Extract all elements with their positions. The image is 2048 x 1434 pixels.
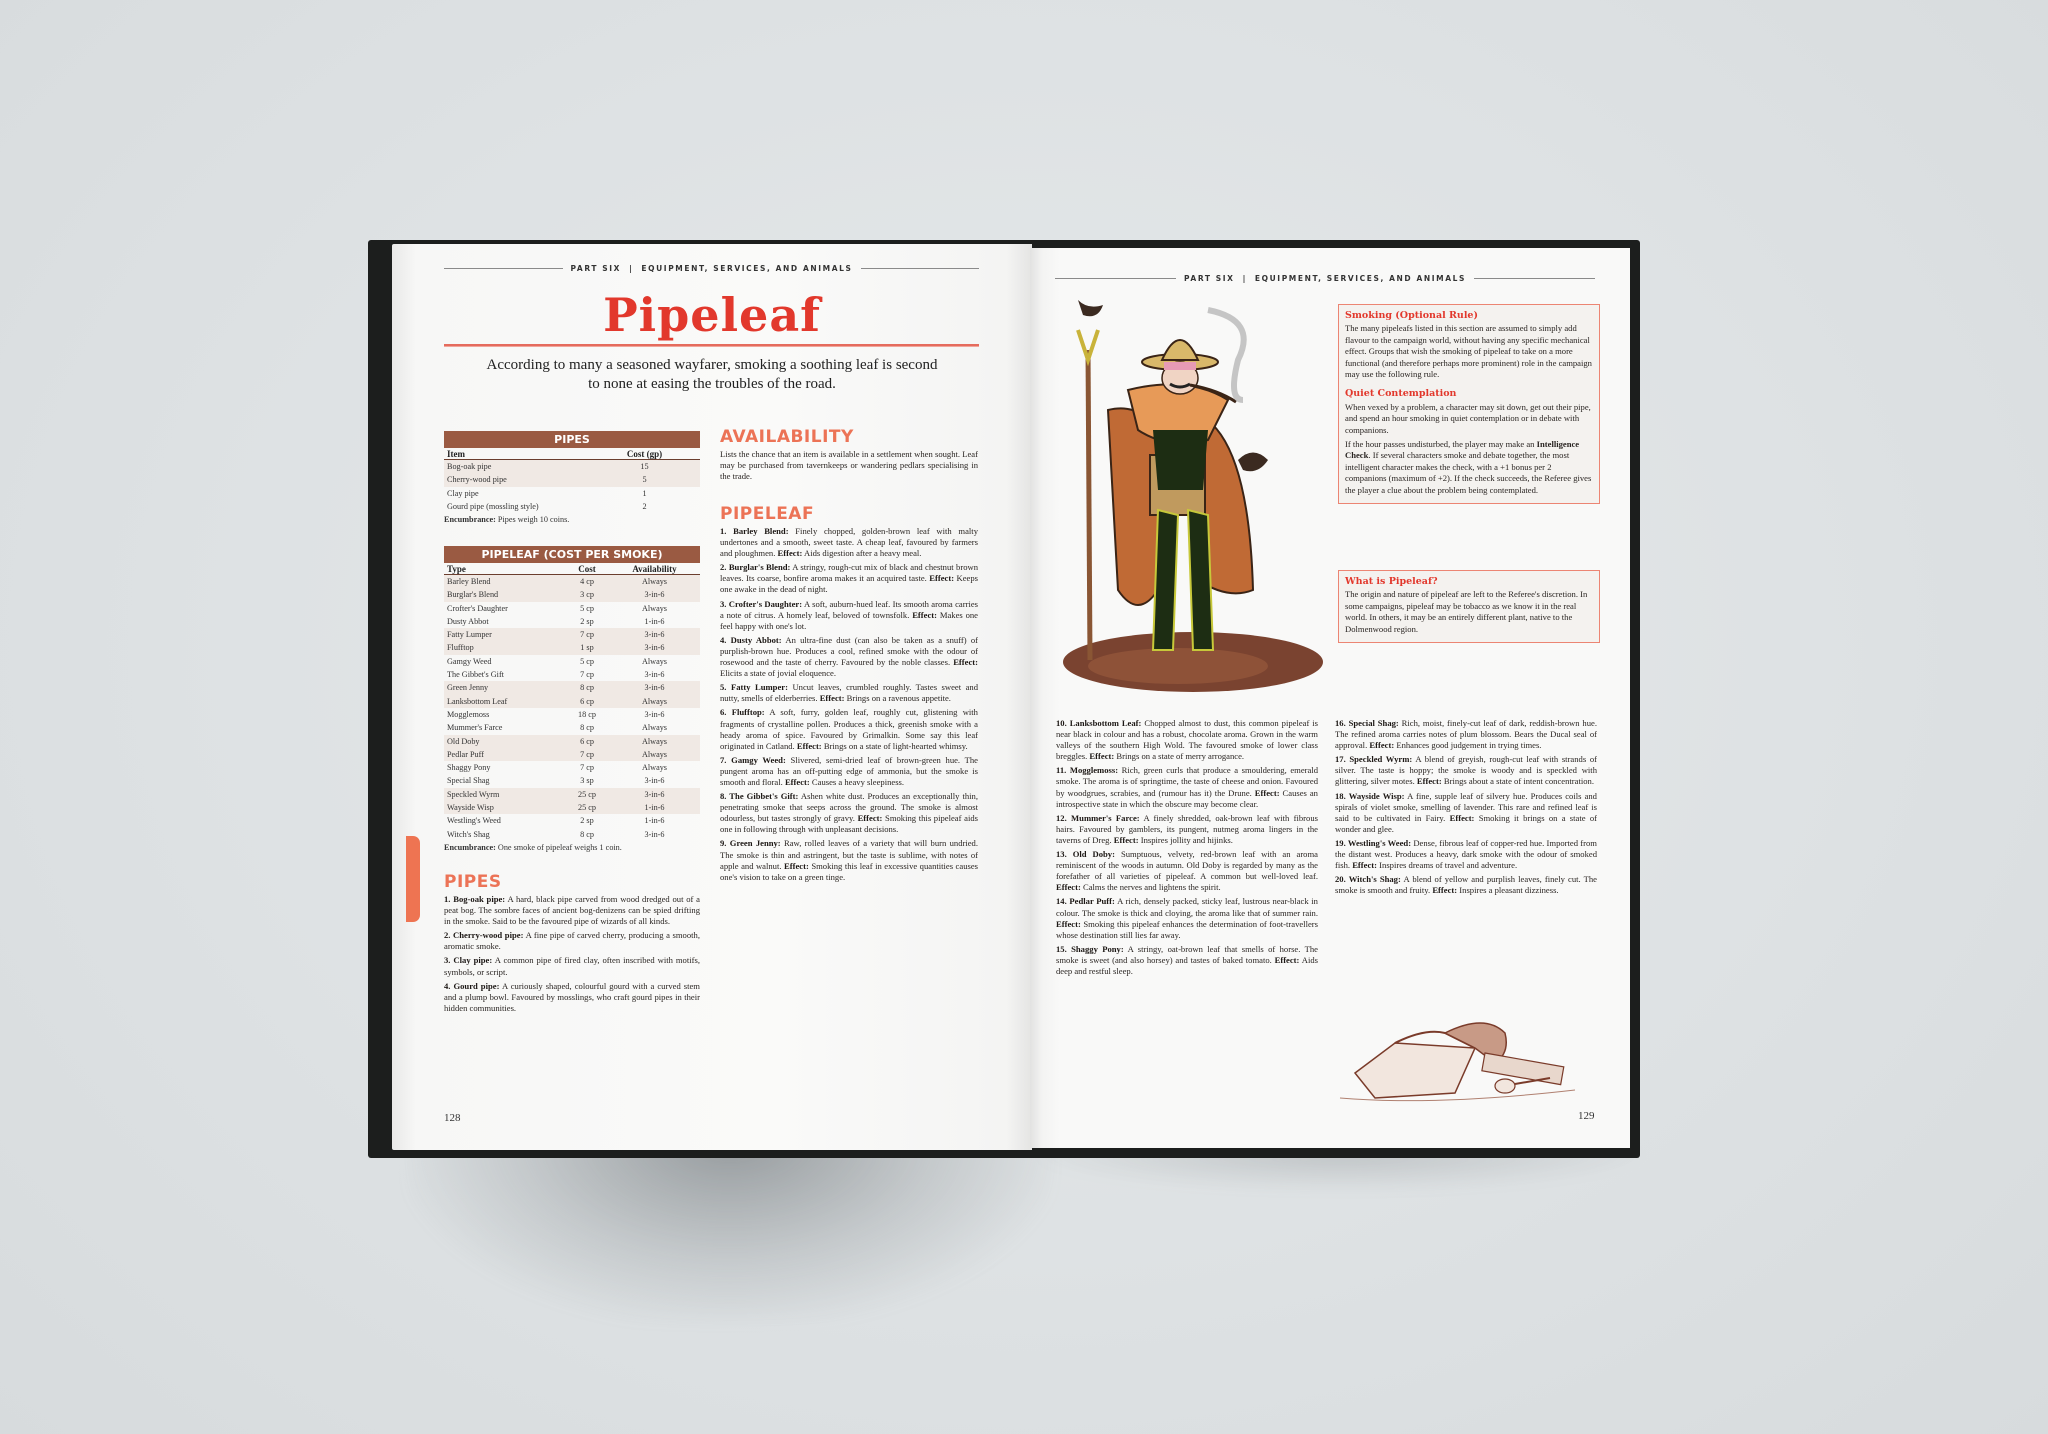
effect-label: Effect: (1416, 776, 1442, 787)
effect-text: Inspires jollity and hijinks. (1140, 834, 1233, 845)
effect-text: Aids digestion after a heavy meal. (804, 548, 922, 559)
cell-type: Mummer's Farce (447, 723, 503, 733)
entry-paragraph (1335, 754, 1597, 787)
entry-text: An ultra-fine dust (can also be taken as a snuff) of purplish-brown hue. Produces a cool, refined smoke with the odour of rosewood and the taste of cherry. Favoured by the noble classes. (720, 634, 978, 668)
effect-label: Effect: (1056, 882, 1081, 893)
entry-name: 4. Dusty Abbot: (720, 634, 782, 645)
effect-label: Effect: (1089, 751, 1115, 762)
availability-heading: AVAILABILITY (720, 427, 854, 447)
table-row (444, 721, 700, 734)
effect-text: Keeps one awake in the dead of night. (720, 573, 978, 595)
cell-cost: 1 (642, 488, 647, 498)
pipeleaf-table (444, 546, 700, 852)
effect-label: Effect: (929, 573, 955, 584)
effect-text: Makes one feel happy with one's lot. (720, 609, 978, 631)
effect-text: Elicits a state of jovial eloquence. (720, 668, 836, 679)
entry-paragraph (1056, 896, 1318, 940)
cell-cost: 4 cp (580, 577, 594, 586)
table-row (444, 460, 700, 473)
sidebar-heading: What is Pipeleaf? (1345, 576, 1438, 587)
pipes-table-header (444, 448, 700, 460)
entry-paragraph (444, 981, 700, 1014)
cell-cost: 3 sp (580, 776, 594, 786)
entry-text: Sumptuous, velvety, red-brown leaf with an aroma reminiscent of the woods in autumn. Old Doby is regarded by many as the forefather of all varieties of pipeleaf. A common but well-loved leaf. (1056, 849, 1318, 882)
entry-name: 15. Shaggy Pony: (1056, 943, 1124, 954)
pipeleaf-heading: PIPELEAF (720, 504, 815, 524)
effect-text: Enhances good judgement in trying times. (1396, 740, 1542, 751)
table-row (444, 828, 700, 841)
entry-text: Ashen white dust. Produces an exceptionally thin, penetrating smoke that seeps across the ground. The smoke is almost odourless, but tastes strongly of gravy. (720, 791, 978, 824)
cell-availability: 3-in-6 (644, 709, 665, 719)
left-page (392, 244, 1032, 1150)
entry-text: A stringy, rough-cut mix of black and chestnut brown leaves. Its coarse, bonfire aroma makes it an acquired taste. (720, 562, 978, 584)
cell-availability: Always (641, 763, 667, 773)
cell-cost: 7 cp (580, 749, 594, 759)
entry-paragraph (720, 599, 978, 632)
pipeleaf-entries-right-col2 (1335, 718, 1597, 899)
page-number-right: 129 (1578, 1110, 1595, 1122)
pipes-table (444, 431, 700, 524)
cell-type: Witch's Shag (447, 829, 490, 839)
cell-cost: 5 cp (580, 656, 594, 666)
effect-label: Effect: (953, 657, 978, 668)
cell-type: Mogglemoss (447, 709, 490, 719)
entry-text: Chopped almost to dust, this common pipeleaf is near black in colour and has a robust, chocolate aroma. Grown in the warm valleys of the southern High Wold. The favoured smoke of lower class breggles. (1056, 718, 1318, 762)
cell-cost: 7 cp (580, 763, 594, 773)
cell-availability: 3-in-6 (644, 630, 665, 640)
entry-name: 16. Special Shag: (1335, 718, 1399, 728)
cell-availability: Always (641, 723, 667, 733)
availability-text: Lists the chance that an item is available in a settlement when sought. Leaf may be purchased from tavernkeeps or wandering pedlars specialising in the trade. (720, 449, 978, 482)
table-row (444, 500, 700, 513)
entry-text: A finely shredded, oak-brown leaf with fibrous hairs. Favoured by gamblers, its pungent, nutmeg aroma lingers in the taverns of Dreg. (1056, 812, 1318, 845)
entry-paragraph (720, 838, 978, 882)
cell-cost: 5 cp (580, 603, 594, 613)
cell-type: Westling's Weed (447, 816, 501, 826)
page-number-left: 128 (444, 1112, 461, 1124)
pipeleaf-table-header (444, 563, 700, 575)
cell-availability: 3-in-6 (644, 683, 665, 693)
entry-name: 13. Old Doby: (1056, 849, 1115, 860)
effect-text: Causes a heavy sleepiness. (811, 776, 905, 787)
entry-text: A stringy, oat-brown leaf that smells of horse. The smoke is sweet (and also horsey) and tastes of baked tomato. (1056, 943, 1318, 965)
table-row (444, 588, 700, 601)
entry-text: Dense, fibrous leaf of copper-red hue. Imported from the distant west. Produces a heavy, dark smoke with the odour of smoked fish. (1335, 837, 1597, 871)
header-rule (861, 268, 980, 269)
entry-text: A fine, supple leaf of silvery hue. Produces coils and spirals of violet smoke, smelling of lavender. This rare and refined leaf is said to be cultivated in Fairy. (1335, 790, 1597, 823)
table-row (444, 575, 700, 588)
entry-name: 14. Pedlar Puff: (1056, 896, 1115, 907)
pipe-pouch-sketch (1335, 1008, 1595, 1108)
effect-label: Effect: (1432, 885, 1458, 896)
entry-name: 4. Gourd pipe: (444, 980, 500, 991)
entry-paragraph (1335, 718, 1597, 751)
cell-item: Cherry-wood pipe (447, 475, 507, 485)
entry-paragraph (1335, 791, 1597, 835)
cell-type: Fatty Lumper (447, 630, 492, 640)
entry-paragraph (720, 526, 978, 559)
entry-paragraph (1335, 874, 1597, 896)
cell-availability: Always (641, 696, 667, 706)
entry-paragraph (444, 955, 700, 977)
cell-type: Speckled Wyrm (447, 789, 500, 799)
entry-text: A soft, auburn-hued leaf. Its smooth aroma carries a note of citrus. A homely leaf, beloved of townsfolk. (720, 598, 978, 620)
running-head-sep: | (1242, 274, 1247, 283)
page-subtitle: According to many a seasoned wayfarer, smoking a soothing leaf is second to none at easing the troubles of the road. (486, 357, 938, 392)
cell-availability: Always (641, 736, 667, 746)
entry-name: 7. Gamgy Weed: (720, 754, 786, 765)
entry-paragraph (720, 707, 978, 751)
cell-cost: 25 cp (578, 803, 596, 813)
cell-availability: 3-in-6 (644, 590, 665, 600)
running-head-part: PART SIX (1184, 274, 1235, 283)
cell-cost: 2 sp (580, 816, 594, 826)
sidebar-text: The origin and nature of pipeleaf are left to the Referee's discretion. In some campaigns, pipeleaf may be tobacco as we know it in the real world. In others, it may be an entirely different plant, native to the Dolmenwood region. (1345, 589, 1588, 634)
entry-name: 2. Burglar's Blend: (720, 562, 791, 573)
cell-cost: 2 sp (580, 616, 594, 626)
cell-availability: Always (641, 577, 667, 586)
effect-text: Brings on a ravenous appetite. (846, 693, 951, 704)
sidebar-smoking-rule (1338, 304, 1600, 504)
effect-text: Brings on a state of merry arrogance. (1116, 751, 1245, 762)
entry-paragraph (1056, 944, 1318, 977)
effect-label: Effect: (1254, 787, 1280, 798)
header-rule (1055, 278, 1176, 279)
cell-item: Bog-oak pipe (447, 462, 492, 471)
effect-text: Smoking it brings on a state of wonder and glee. (1335, 812, 1597, 834)
cell-cost: 6 cp (580, 736, 594, 746)
entry-text: Uncut leaves, crumbled roughly. Tastes sweet and nutty, smells of elderberries. (720, 682, 978, 704)
table-row (444, 774, 700, 787)
table-row (444, 761, 700, 774)
cell-availability: 3-in-6 (644, 643, 665, 653)
running-head-section: EQUIPMENT, SERVICES, AND ANIMALS (1254, 274, 1466, 283)
cell-availability: 3-in-6 (644, 776, 665, 786)
effect-label: Effect: (1056, 918, 1081, 929)
entry-paragraph (720, 755, 978, 788)
entry-paragraph (720, 682, 978, 704)
effect-label: Effect: (1449, 812, 1475, 823)
cell-type: Shaggy Pony (447, 763, 491, 773)
entry-text: A blend of greyish, rough-cut leaf with strands of silver. The taste is hoppy; the smoke is woody and is speckled with glittering, silver motes. (1335, 754, 1597, 787)
cell-type: Wayside Wisp (447, 803, 494, 813)
cell-type: Crofter's Daughter (447, 603, 508, 613)
effect-text: Causes an introspective state in which the obscure may become clear. (1056, 787, 1318, 809)
table-row (444, 641, 700, 654)
chapter-thumb-tab (406, 836, 420, 922)
right-page (1030, 248, 1630, 1148)
sidebar-para2: If the hour passes undisturbed, the player may make an Intelligence Check. If several characters smoke and debate together, the most intelligent character makes the check, with a +1 bonus per 2 companions (maximum of +2). If the check succeeds, the Referee gives the player a clue about the problem being contemplated. (1345, 439, 1592, 495)
sidebar-subheading: Quiet Contemplation (1345, 388, 1457, 400)
table-row (444, 668, 700, 681)
entry-text: A blend of yellow and purplish leaves, finely cut. The smoke is smooth and fruity. (1335, 874, 1597, 896)
cell-cost: 7 cp (580, 630, 594, 640)
effect-text: Brings about a state of intent concentration. (1443, 776, 1594, 787)
entry-paragraph (720, 791, 978, 835)
effect-label: Effect: (1113, 834, 1139, 845)
entry-name: 8. The Gibbet's Gift: (720, 791, 799, 802)
cell-cost: 1 sp (580, 643, 594, 653)
entry-paragraph (1056, 718, 1318, 762)
title-rule (444, 344, 979, 347)
pipeleaf-entries-left (720, 526, 978, 886)
cell-availability: 1-in-6 (644, 803, 665, 813)
sidebar-what-is-pipeleaf (1338, 570, 1600, 643)
pipeleaf-encumbrance: Encumbrance: One smoke of pipeleaf weighs 1 coin. (444, 842, 622, 852)
cell-availability: 1-in-6 (644, 616, 665, 626)
effect-text: Calms the nerves and lightens the spirit. (1082, 882, 1221, 893)
table-row (444, 628, 700, 641)
sidebar-text: The many pipeleafs listed in this section are assumed to simply add flavour to the campaign world, without having any specific mechanical effect. Groups that wish the smoking of pipeleaf to take on a more functional (and therefore perhaps more prominent) role in the campaign may use the following rule. (1345, 323, 1592, 380)
effect-text: Inspires dreams of travel and adventure. (1379, 860, 1518, 871)
pipeleaf-table-title: PIPELEAF (COST PER SMOKE) (444, 546, 700, 563)
cell-type: Burglar's Blend (447, 590, 499, 600)
running-head-part: PART SIX (570, 264, 622, 273)
cell-cost: 15 (640, 462, 649, 471)
header-rule (444, 268, 563, 269)
table-row (444, 788, 700, 801)
cell-cost: 3 cp (580, 590, 594, 600)
table-row (444, 708, 700, 721)
entry-text: Raw, rolled leaves of a variety that will burn undried. The smoke is thin and astringent, but the taste is sublime, with notes of apple and walnut. (720, 838, 978, 871)
table-row (444, 695, 700, 708)
cell-cost: 8 cp (580, 723, 594, 733)
running-head-sep: | (629, 264, 634, 273)
entry-name: 17. Speckled Wyrm: (1335, 754, 1413, 765)
col-cost: Cost (gp) (626, 449, 663, 459)
entry-text: Rich, moist, finely-cut leaf of dark, reddish-brown hue. The refined aroma carries notes of plum blossom. Bears the Ducal seal of approval. (1335, 718, 1597, 751)
book-shadow (410, 1140, 1050, 1320)
entry-name: 5. Fatty Lumper: (720, 682, 788, 693)
col-cost: Cost (578, 564, 596, 574)
table-row (444, 655, 700, 668)
cell-availability: Always (641, 656, 667, 666)
cell-availability: Always (641, 603, 667, 613)
entry-name: 20. Witch's Shag: (1335, 874, 1401, 885)
entry-name: 11. Mogglemoss: (1056, 765, 1119, 776)
running-head-right (1055, 274, 1595, 283)
entry-text: Finely chopped, golden-brown leaf with malty undertones and a smooth, sweet taste. A cheap leaf, favoured by farmers and ploughmen. (720, 526, 978, 559)
header-rule (1474, 278, 1595, 279)
entry-paragraph (720, 562, 978, 595)
cell-item: Clay pipe (447, 488, 479, 498)
table-row (444, 681, 700, 694)
entry-name: 2. Cherry-wood pipe: (444, 930, 524, 941)
entry-text: A rich, densely packed, sticky leaf, lustrous near-black in colour. The smoke is thick and cloying, the aroma like that of summer rain. (1056, 896, 1318, 918)
effect-label: Effect: (777, 548, 803, 559)
entry-text: A curiously shaped, colourful gourd with a curved stem and a plump bowl. Favoured by mosslings, who craft gourd pipes in their hidden communities. (444, 980, 700, 1013)
sidebar-heading: Smoking (Optional Rule) (1345, 310, 1478, 321)
entry-name: 1. Bog-oak pipe: (444, 894, 506, 904)
cell-type: Gamgy Weed (447, 656, 492, 666)
cell-type: Old Doby (447, 736, 480, 746)
running-head-left (444, 264, 979, 273)
cell-type: Flufftop (447, 643, 474, 653)
effect-label: Effect: (1369, 740, 1395, 751)
entry-name: 19. Westling's Weed: (1335, 837, 1412, 848)
effect-label: Effect: (784, 860, 809, 871)
sidebar-para1: When vexed by a problem, a character may sit down, get out their pipe, and spend an hour smoking in quiet contemplation or in debate with companions. (1345, 401, 1591, 435)
entry-name: 3. Clay pipe: (444, 955, 493, 966)
table-row (444, 735, 700, 748)
entry-paragraph (1056, 813, 1318, 846)
effect-text: Aids deep and restful sleep. (1056, 954, 1318, 976)
cell-availability: Always (641, 749, 667, 759)
cell-availability: 3-in-6 (644, 829, 665, 839)
table-row (444, 801, 700, 814)
entry-paragraph (444, 930, 700, 952)
table-row (444, 602, 700, 615)
entry-text: Slivered, semi-dried leaf of brown-green hue. The pungent aroma has an off-putting edge of ammonia, but the smoke is smooth and floral. (720, 754, 978, 787)
entry-name: 12. Mummer's Farce: (1056, 812, 1140, 823)
effect-text: Brings on a state of light-hearted whimsy. (823, 740, 968, 751)
effect-label: Effect: (784, 776, 810, 787)
effect-text: Smoking this leaf in excessive quantities causes one's vision to take on a green tinge. (720, 860, 978, 882)
entry-name: 1. Barley Blend: (720, 526, 789, 536)
effect-label: Effect: (912, 609, 938, 620)
pipes-table-title: PIPES (444, 431, 700, 448)
cell-cost: 7 cp (580, 670, 594, 680)
pipeleaf-creature-illustration (1058, 290, 1330, 702)
effect-label: Effect: (857, 813, 883, 824)
cell-cost: 2 (642, 501, 647, 511)
cell-type: Pedlar Puff (447, 749, 484, 759)
pipes-encumbrance: Encumbrance: Pipes weigh 10 coins. (444, 515, 570, 525)
effect-text: Smoking this pipeleaf enhances the determination of foot-travellers whose destination still lies far away. (1056, 918, 1318, 940)
entry-name: 10. Lanksbottom Leaf: (1056, 718, 1142, 728)
cell-cost: 18 cp (578, 709, 596, 719)
running-head-section: EQUIPMENT, SERVICES, AND ANIMALS (641, 264, 853, 273)
page-title: Pipeleaf (603, 288, 821, 342)
cell-type: The Gibbet's Gift (447, 670, 504, 680)
cell-availability: 1-in-6 (644, 816, 665, 826)
cell-availability: 3-in-6 (644, 670, 665, 680)
entry-text: A fine pipe of carved cherry, producing a smooth, aromatic smoke. (444, 930, 700, 952)
col-item: Item (447, 449, 465, 459)
cell-cost: 6 cp (580, 696, 594, 706)
entry-text: A hard, black pipe carved from wood dredged out of a peat bog. The sombre faces of ancient bog-denizens can be spied drifting in the smoke. Said to be the favoured pipe of wizards of all kinds. (444, 894, 700, 927)
cell-type: Special Shag (447, 776, 490, 786)
cell-cost: 8 cp (580, 829, 594, 839)
entry-text: A soft, furry, golden leaf, roughly cut, glistening with fragments of crystalline pollen. Produces a thick, greenish smoke with a heady aroma of spice. Favoured by Grimalkin. Some say this leaf originated in Catland. (720, 707, 978, 751)
entry-paragraph (1335, 838, 1597, 871)
entry-name: 9. Green Jenny: (720, 838, 781, 849)
table-row (444, 487, 700, 500)
cell-cost: 8 cp (580, 683, 594, 693)
cell-item: Gourd pipe (mossling style) (447, 501, 539, 511)
cell-cost: 25 cp (578, 789, 596, 799)
pipeleaf-entries-right-col1 (1056, 718, 1318, 980)
entry-name: 18. Wayside Wisp: (1335, 790, 1405, 801)
table-row (444, 748, 700, 761)
table-row (444, 615, 700, 628)
entry-paragraph (720, 635, 978, 679)
col-type: Type (447, 564, 466, 574)
effect-text: Inspires a pleasant dizziness. (1459, 885, 1559, 896)
entry-paragraph (444, 894, 700, 927)
cell-type: Dusty Abbot (447, 616, 489, 626)
effect-label: Effect: (819, 693, 845, 704)
cell-type: Green Jenny (447, 683, 489, 693)
effect-text: Smoking this pipeleaf aids one in following through with unpleasant decisions. (720, 813, 978, 835)
pipes-entries (444, 894, 700, 1017)
effect-label: Effect: (1352, 860, 1378, 871)
cell-type: Barley Blend (447, 577, 491, 586)
table-row (444, 814, 700, 827)
entry-text: A common pipe of fired clay, often inscribed with motifs, symbols, or script. (444, 955, 700, 977)
entry-paragraph (1056, 849, 1318, 893)
effect-label: Effect: (1274, 954, 1300, 965)
entry-name: 6. Flufftop: (720, 707, 765, 718)
entry-text: Rich, green curls that produce a smouldering, emerald smoke. The aroma is of springtime, the taste of cheese and onion. Favoured by woodgrues, scrabies, and (rumour has it) the Drune. (1056, 765, 1318, 798)
cell-cost: 5 (642, 475, 647, 485)
col-availability: Availability (632, 564, 677, 574)
table-row (444, 473, 700, 486)
cell-availability: 3-in-6 (644, 789, 665, 799)
pipes-heading: PIPES (444, 872, 502, 892)
effect-label: Effect: (796, 740, 822, 751)
entry-paragraph (1056, 765, 1318, 809)
cell-type: Lanksbottom Leaf (447, 696, 508, 706)
entry-name: 3. Crofter's Daughter: (720, 598, 803, 609)
